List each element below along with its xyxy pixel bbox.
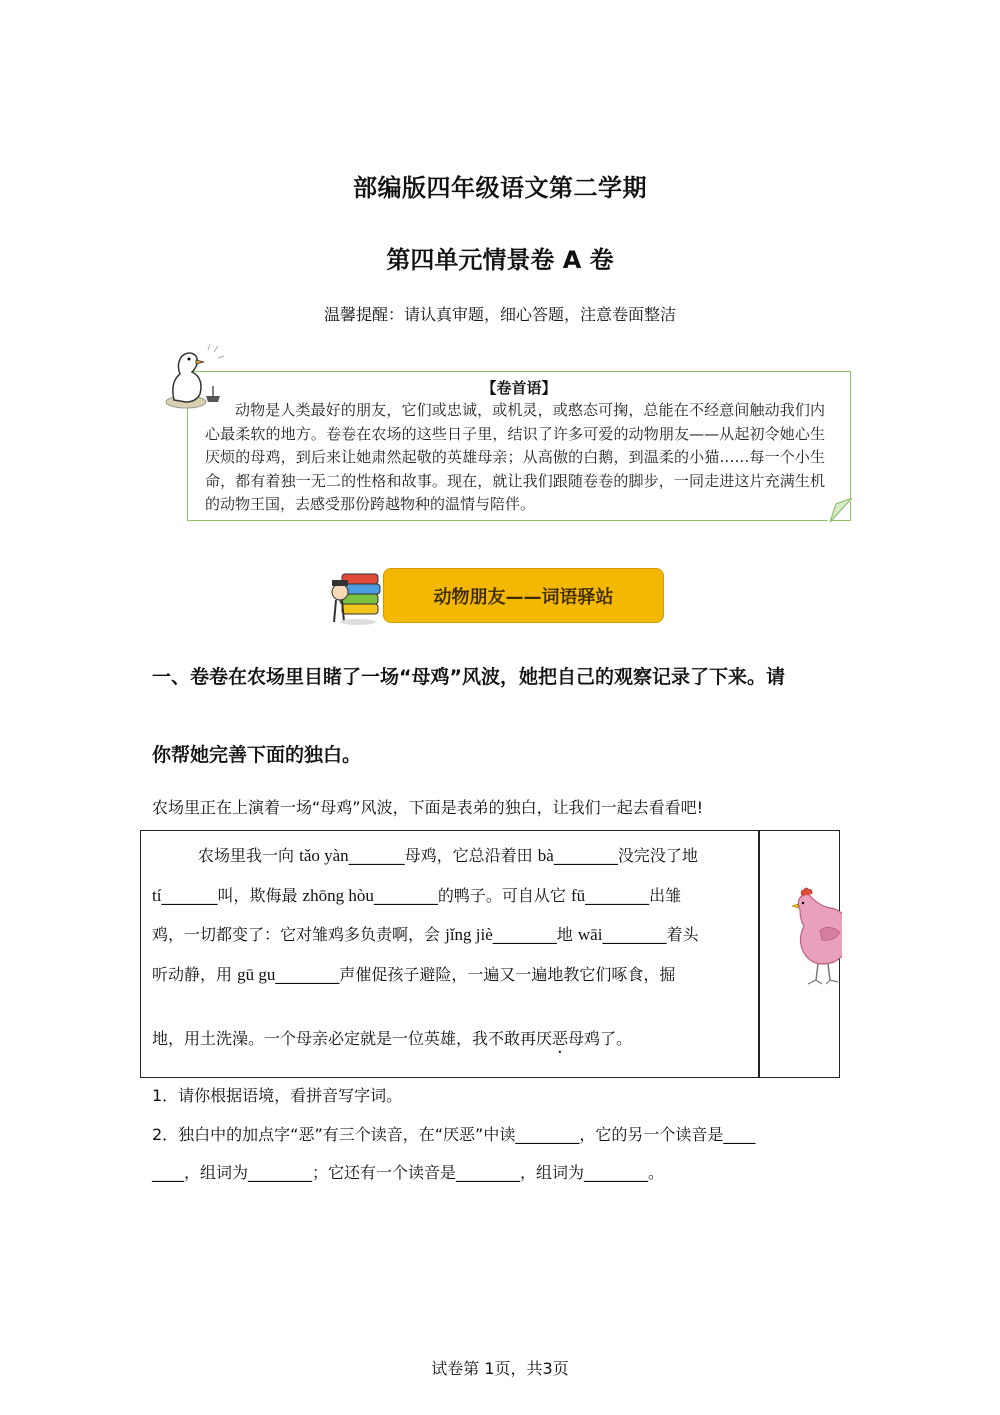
passage-text: 母鸡了。 <box>568 1029 633 1048</box>
pinyin: tí <box>152 886 162 905</box>
pinyin: wāi <box>577 925 603 944</box>
passage-line-1 <box>198 843 698 866</box>
passage-text: 鸡，一切都变了：它对雏鸡多负责啊，会 <box>152 925 446 944</box>
books-icon <box>328 566 384 626</box>
section-banner: 动物朋友——词语驿站 <box>383 568 664 623</box>
page-fold-icon <box>826 496 852 522</box>
blank-field[interactable]: ________没完没了地 <box>553 846 698 865</box>
passage-text: 听动静，用 <box>152 965 238 984</box>
passage-line-5 <box>152 1026 632 1057</box>
blank-field[interactable]: ________的鸭子。可自从它 <box>373 886 571 905</box>
blank-field[interactable]: _______母鸡，它总沿着田 <box>348 846 538 865</box>
pinyin: gū gu <box>237 965 276 984</box>
blank-field[interactable]: ________地 <box>492 925 578 944</box>
passage-line-2 <box>152 883 681 906</box>
blank-field[interactable]: ________着头 <box>602 925 699 944</box>
passage-text: 地，用土洗澡。一个母亲必定就是一位英雄，我不敢再厌 <box>152 1029 553 1048</box>
sub-question-2-line2: ____，组词为________；它还有一个读音是________，组词为________。 <box>152 1163 665 1182</box>
passage-line-4 <box>152 962 675 985</box>
passage-line-3 <box>152 922 698 945</box>
reminder-text: 温馨提醒：请认真审题，细心答题，注意卷面整洁 <box>323 305 676 324</box>
question1-line1: 一、卷卷在农场里目睹了一场“母鸡”风波，她把自己的观察记录了下来。请 <box>152 666 785 688</box>
page-subtitle: 第四单元情景卷 A 卷 <box>386 246 614 274</box>
page-title: 部编版四年级语文第二学期 <box>353 174 647 202</box>
sub-question-1: 1．请你根据语境，看拼音写字词。 <box>152 1086 403 1105</box>
pinyin: jǐng jiè <box>445 925 493 944</box>
question1-intro: 农场里正在上演着一场“母鸡”风波，下面是表弟的独白，让我们一起去看看吧! <box>152 798 703 817</box>
passage-text: 农场里我一向 <box>198 846 300 865</box>
pinyin: tǎo yàn <box>299 846 349 865</box>
pinyin: fū <box>570 886 586 905</box>
blank-field[interactable]: ________声催促孩子避险，一遍又一遍地教它们啄食，掘 <box>275 965 676 984</box>
question1-line2: 你帮她完善下面的独白。 <box>152 744 362 766</box>
pinyin: zhōng hòu <box>302 886 374 905</box>
pinyin: bà <box>537 846 554 865</box>
blank-field[interactable]: ________出雏 <box>585 886 682 905</box>
hen-illustration <box>790 880 842 996</box>
blank-field[interactable]: _______叫，欺侮最 <box>161 886 303 905</box>
preface-body: 动物是人类最好的朋友，它们或忠诚，或机灵，或憨态可掬，总能在不经意间触动我们内心最柔软的地方。卷卷在农场的这些日子里，结识了许多可爱的动物朋友——从起初令她心生厌烦的母鸡，到后来让她肃然起敬的英雄母亲；从高傲的白鹅，到温柔的小猫……每一个小生命，都有着独一无二的性格和故事。现在，就让我们跟随卷卷的脚步，一同走进这片充满生机的动物王国，去感受那份跨越物种的温情与陪伴。 <box>205 401 825 513</box>
dotted-character: 恶 <box>552 1029 569 1048</box>
preface-heading: 【卷首语】 <box>481 379 557 397</box>
table-divider <box>758 830 760 1078</box>
sub-question-2-line1: 2．独白中的加点字“恶”有三个读音，在“厌恶”中读________，它的另一个读音是____ <box>152 1125 756 1144</box>
page-footer: 试卷第 1页，共3页 <box>431 1359 569 1378</box>
